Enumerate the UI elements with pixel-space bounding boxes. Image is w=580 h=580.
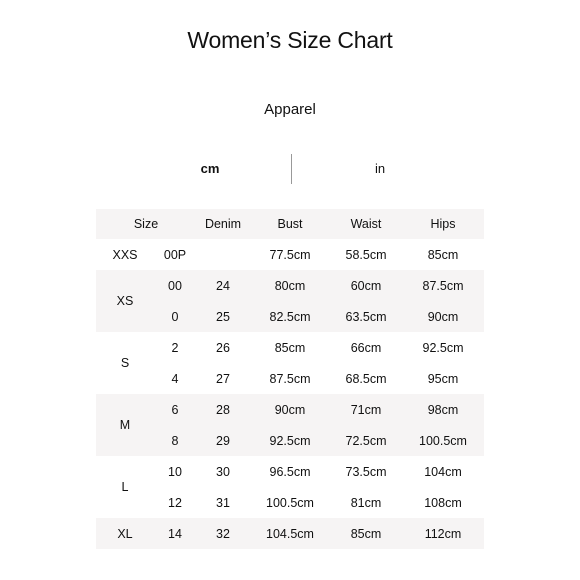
unit-cm-button[interactable]: cm: [150, 154, 270, 184]
hips-value: 104cm: [424, 464, 462, 479]
bust-value: 77.5cm: [269, 247, 311, 262]
numeric-size: 8: [171, 433, 179, 448]
table-row: [96, 363, 484, 394]
size-label: L: [121, 480, 129, 494]
unit-divider: [291, 154, 292, 184]
numeric-size: 10: [168, 464, 182, 479]
header-bust: Bust: [277, 217, 303, 231]
category-label: Apparel: [264, 101, 316, 118]
waist-value: 58.5cm: [345, 247, 387, 262]
table-row: [96, 301, 484, 332]
size-label: M: [119, 418, 131, 432]
bust-value: 100.5cm: [266, 495, 314, 510]
page-title: Women’s Size Chart: [187, 27, 393, 53]
numeric-size: 00: [168, 278, 182, 293]
bust-value: 87.5cm: [269, 371, 311, 386]
hips-value: 108cm: [424, 495, 462, 510]
waist-value: 73.5cm: [345, 464, 387, 479]
waist-value: 60cm: [350, 278, 382, 293]
table-row: [96, 270, 484, 301]
denim-size: 30: [216, 464, 230, 479]
denim-size: 31: [216, 495, 230, 510]
denim-size: 32: [216, 526, 230, 541]
hips-value: 87.5cm: [422, 278, 464, 293]
waist-value: 71cm: [350, 402, 382, 417]
table-row: [96, 425, 484, 456]
bust-value: 96.5cm: [269, 464, 311, 479]
hips-value: 112cm: [424, 526, 462, 541]
unit-toggle: [150, 154, 440, 184]
table-row: [96, 518, 484, 549]
hips-value: 85cm: [427, 247, 459, 262]
table-row: [96, 239, 484, 270]
hips-value: 100.5cm: [419, 433, 467, 448]
denim-size: [196, 239, 250, 270]
hips-value: 95cm: [427, 371, 459, 386]
numeric-size: 2: [171, 340, 179, 355]
size-label: S: [120, 356, 130, 370]
waist-value: 63.5cm: [345, 309, 387, 324]
bust-value: 92.5cm: [269, 433, 311, 448]
waist-value: 68.5cm: [345, 371, 387, 386]
denim-size: 27: [216, 371, 230, 386]
unit-in-button[interactable]: in: [320, 154, 440, 184]
waist-value: 81cm: [350, 495, 382, 510]
bust-value: 82.5cm: [269, 309, 311, 324]
denim-size: 26: [216, 340, 230, 355]
denim-size: 24: [216, 278, 230, 293]
hips-value: 98cm: [427, 402, 459, 417]
size-table: [96, 209, 484, 549]
numeric-size: 14: [168, 526, 182, 541]
waist-value: 66cm: [350, 340, 382, 355]
header-denim: Denim: [204, 217, 242, 231]
bust-value: 85cm: [274, 340, 306, 355]
hips-value: 90cm: [427, 309, 459, 324]
denim-size: 28: [216, 402, 230, 417]
denim-size: 25: [216, 309, 230, 324]
numeric-size: 6: [171, 402, 179, 417]
hips-value: 92.5cm: [422, 340, 464, 355]
table-header-row: [96, 209, 484, 239]
numeric-size: 12: [168, 495, 182, 510]
header-size: Size: [133, 217, 159, 231]
header-waist: Waist: [350, 217, 382, 231]
table-row: [96, 394, 484, 425]
size-label: XS: [116, 294, 134, 308]
size-label: XL: [117, 526, 133, 541]
bust-value: 104.5cm: [266, 526, 314, 541]
table-row: [96, 487, 484, 518]
size-label: XXS: [112, 247, 138, 262]
numeric-size: 4: [171, 371, 179, 386]
waist-value: 72.5cm: [345, 433, 387, 448]
bust-value: 80cm: [274, 278, 306, 293]
waist-value: 85cm: [350, 526, 382, 541]
numeric-size: 0: [171, 309, 179, 324]
denim-size: 29: [216, 433, 230, 448]
header-hips: Hips: [430, 217, 456, 231]
numeric-size: 00P: [163, 247, 187, 262]
table-row: [96, 456, 484, 487]
bust-value: 90cm: [274, 402, 306, 417]
table-row: [96, 332, 484, 363]
